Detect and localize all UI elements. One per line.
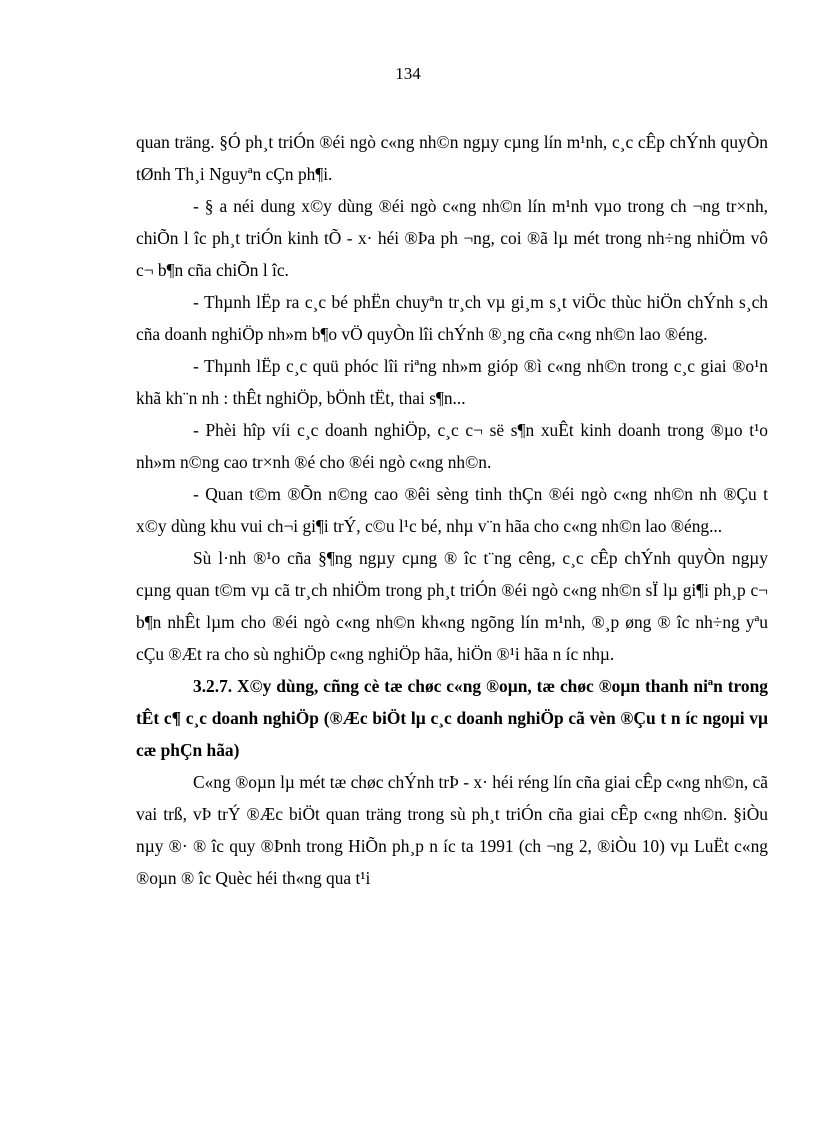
paragraph-summary: Sù l·nh ®¹o cña §¶ng ngµy cµng ® îc t¨ng cêng, c¸c cÊp chÝnh quyÒn ngµy cµng quan t©m vµ cã tr¸ch nhiÖm trong ph¸t triÓn ®éi ngò c«ng nh©n sÏ lµ gi¶i ph¸p c¬ b¶n nhÊt lµm cho ®éi ngò c«ng nh©n kh«ng ngõng lín m¹nh, ®¸p øng ® îc nh÷ng yªu cÇu ®Æt ra cho sù nghiÖp c«ng nghiÖp hãa, hiÖn ®¹i hãa n íc nhµ. bbox=[136, 548, 768, 664]
paragraph-bullet-2: - Thµnh lËp ra c¸c bé phËn chuyªn tr¸ch vµ gi¸m s¸t viÖc thùc hiÖn chÝnh s¸ch cña doanh nghiÖp nh»m b¶o vÖ quyÒn lîi chÝnh ®¸ng cña c«ng nh©n lao ®éng. bbox=[136, 292, 768, 344]
paragraph-bullet-4: - Phèi hîp víi c¸c doanh nghiÖp, c¸c c¬ së s¶n xuÊt kinh doanh trong ®µo t¹o nh»m n©ng cao tr×nh ®é cho ®éi ngò c«ng nh©n. bbox=[136, 420, 768, 472]
paragraph-bullet-5: - Quan t©m ®Õn n©ng cao ®êi sèng tinh thÇn ®éi ngò c«ng nh©n nh ®Çu t x©y dùng khu vui ch¬i gi¶i trÝ, c©u l¹c bé, nhµ v¨n hãa cho c«ng nh©n lao ®éng... bbox=[136, 484, 768, 536]
document-body bbox=[136, 126, 768, 894]
paragraph-bullet-3: - Thµnh lËp c¸c quü phóc lîi riªng nh»m gióp ®ì c«ng nh©n trong c¸c giai ®o¹n khã kh¨n nh : thÊt nghiÖp, bÖnh tËt, thai s¶n... bbox=[136, 356, 768, 408]
paragraph-bullet-1: - § a néi dung x©y dùng ®éi ngò c«ng nh©n lín m¹nh vµo trong ch ¬ng tr×nh, chiÕn l îc ph¸t triÓn kinh tÕ - x· héi ®Þa ph ¬ng, coi ®ã lµ mét trong nh÷ng nhiÖm vô c¬ b¶n cña chiÕn l îc. bbox=[136, 196, 768, 280]
section-heading: 3.2.7. X©y dùng, cñng cè tæ chøc c«ng ®oµn, tæ chøc ®oµn thanh niªn trong tÊt c¶ c¸c doanh nghiÖp (®Æc biÖt lµ c¸c doanh nghiÖp cã vèn ®Çu t n íc ngoµi vµ cæ phÇn hãa) bbox=[136, 676, 768, 760]
paragraph-closing: C«ng ®oµn lµ mét tæ chøc chÝnh trÞ - x· héi réng lín cña giai cÊp c«ng nh©n, cã vai trß, vÞ trÝ ®Æc biÖt quan träng trong sù ph¸t triÓn cña giai cÊp c«ng nh©n. §iÒu nµy ®· ® îc quy ®Þnh trong HiÕn ph¸p n íc ta 1991 (ch ¬ng 2, ®iÒu 10) vµ LuËt c«ng ®oµn ® îc Quèc héi th«ng qua t¹i bbox=[136, 772, 768, 888]
paragraph-intro: quan träng. §Ó ph¸t triÓn ®éi ngò c«ng nh©n ngµy cµng lín m¹nh, c¸c cÊp chÝnh quyÒn tØnh Th¸i Nguyªn cÇn ph¶i. bbox=[136, 132, 768, 184]
page-number: 134 bbox=[395, 64, 421, 83]
